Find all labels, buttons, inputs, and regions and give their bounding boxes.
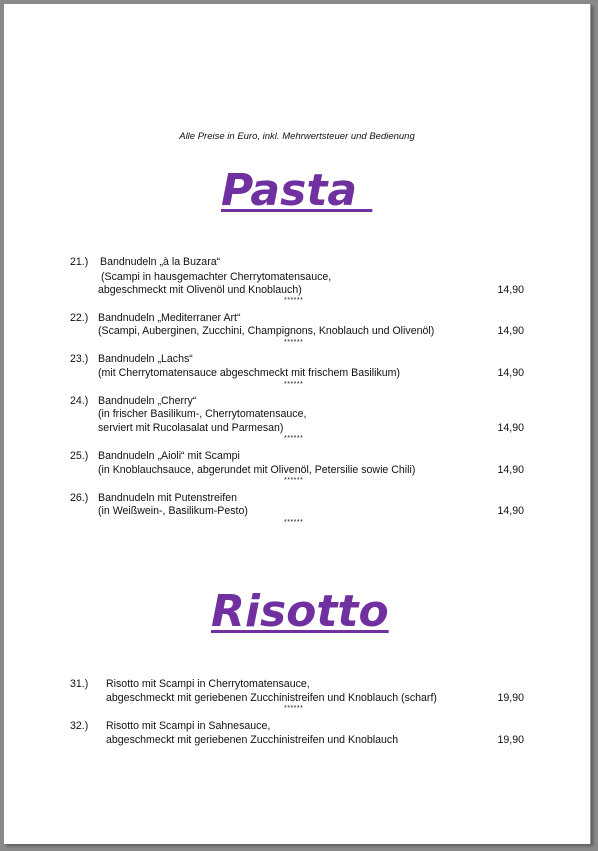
item-number: 32.) bbox=[70, 720, 89, 732]
item-description-line: (in frischer Basilikum-, Cherrytomatensauce, bbox=[98, 408, 307, 420]
item-number: 21.) bbox=[70, 256, 89, 268]
item-description-line: abgeschmeckt mit Olivenöl und Knoblauch) bbox=[98, 284, 302, 296]
item-name: Bandnudeln „Aioli“ mit Scampi bbox=[98, 450, 240, 462]
item-number: 24.) bbox=[70, 395, 89, 407]
item-separator: ****** bbox=[284, 381, 304, 388]
item-separator: ****** bbox=[284, 477, 304, 484]
item-price: 14,90 bbox=[497, 284, 524, 296]
item-name: Bandnudeln „Mediterraner Art“ bbox=[98, 312, 241, 324]
item-description-line: (mit Cherrytomatensauce abgeschmeckt mit frischem Basilikum) bbox=[98, 367, 401, 379]
item-description-line: serviert mit Rucolasalat und Parmesan) bbox=[98, 422, 284, 434]
item-name: Bandnudeln „à la Buzara“ bbox=[100, 256, 221, 268]
item-separator: ****** bbox=[284, 297, 304, 304]
item-name: Bandnudeln „Cherry“ bbox=[98, 395, 197, 407]
item-number: 22.) bbox=[70, 312, 89, 324]
item-separator: ****** bbox=[284, 519, 304, 526]
price-note: Alle Preise in Euro, inkl. Mehrwertsteuer und Bedienung bbox=[179, 131, 415, 142]
item-name: Bandnudeln „Lachs“ bbox=[98, 353, 193, 365]
item-price: 14,90 bbox=[497, 367, 524, 379]
item-price: 19,90 bbox=[497, 734, 524, 746]
item-separator: ****** bbox=[284, 705, 304, 712]
item-description-line: (in Weißwein-, Basilikum-Pesto) bbox=[98, 505, 248, 517]
item-description-line: (in Knoblauchsauce, abgerundet mit Olivenöl, Petersilie sowie Chili) bbox=[98, 464, 416, 476]
item-price: 14,90 bbox=[497, 422, 524, 434]
menu-page bbox=[4, 4, 591, 844]
item-number: 31.) bbox=[70, 678, 89, 690]
pasta-heading: Pasta bbox=[221, 165, 373, 216]
item-price: 19,90 bbox=[497, 692, 524, 704]
item-separator: ****** bbox=[284, 435, 304, 442]
risotto-heading: Risotto bbox=[211, 586, 389, 637]
item-number: 26.) bbox=[70, 492, 89, 504]
item-name: Risotto mit Scampi in Sahnesauce, bbox=[106, 720, 271, 732]
item-description-line: (Scampi, Auberginen, Zucchini, Champignons, Knoblauch und Olivenöl) bbox=[98, 325, 435, 337]
item-description-line: abgeschmeckt mit geriebenen Zucchinistreifen und Knoblauch bbox=[106, 734, 399, 746]
item-name: Risotto mit Scampi in Cherrytomatensauce, bbox=[106, 678, 310, 690]
item-price: 14,90 bbox=[497, 505, 524, 517]
item-description-line: (Scampi in hausgemachter Cherrytomatensauce, bbox=[101, 271, 332, 283]
item-number: 25.) bbox=[70, 450, 89, 462]
item-number: 23.) bbox=[70, 353, 89, 365]
item-description-line: abgeschmeckt mit geriebenen Zucchinistreifen und Knoblauch (scharf) bbox=[106, 692, 437, 704]
item-price: 14,90 bbox=[497, 464, 524, 476]
item-name: Bandnudeln mit Putenstreifen bbox=[98, 492, 237, 504]
item-price: 14,90 bbox=[497, 325, 524, 337]
item-separator: ****** bbox=[284, 339, 304, 346]
